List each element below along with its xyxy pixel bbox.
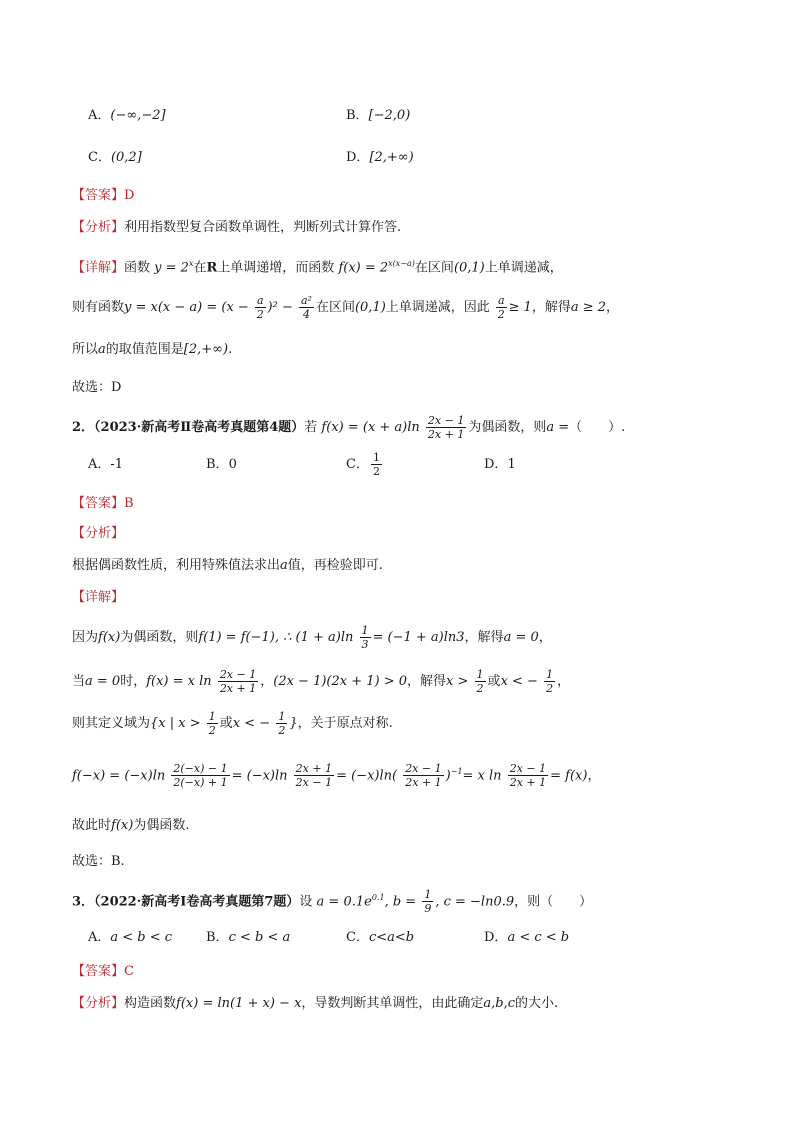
option-a: A．a < b < c (88, 930, 173, 945)
detail-line-1: 【详解】函数 $y = 2^x$在R上单调递增，而函数 $f(x) = 2^{x(x-a)}$在区间(0,1)上单调递减， (72, 259, 563, 276)
option-a: A．-1 (88, 457, 124, 472)
fraction: $\frac{1}{9}$ (424, 888, 432, 916)
analysis-line: 根据偶函数性质，利用特殊值法求出a值，再检验即可. (72, 558, 383, 573)
fraction: $\frac{2x - 1}{2x + 1}$ (405, 762, 442, 790)
fraction: $\frac{1}{2}$ (372, 451, 380, 478)
analysis-line: 【分析】构造函数f(x) = ln(1 + x) − x，导数判断其单调性，由此确定a,b,c的大小. (72, 996, 559, 1011)
fraction: $\frac{a}{2}$ (497, 294, 505, 321)
fraction: $\frac{1}{2}$ (208, 710, 216, 737)
question-3-stem: 3．（2022·新高考Ⅰ卷高考真题第7题）设 $a = 0.1e^{0.1}$, b = $\frac{1}{9}$ , c = −ln0.9，则（ ） (72, 888, 593, 916)
detail-tag: 【详解】 (72, 590, 125, 605)
detail-line-3: 所以a的取值范围是[2,+∞). (72, 342, 233, 357)
detail-line-5: 故此时f(x)为偶函数. (72, 818, 190, 833)
detail-line-2: 则有函数y = x(x − a) = (x − $\frac{a}{2}$ )² − $\frac{\text{a²}}{4}$ 在区间(0,1)上单调递减，因此 $\frac{a}{2}$ ≥ 1，解得a ≥ 2， (72, 294, 620, 321)
option-d: D．[2,+∞) (346, 150, 414, 165)
option-d: D．1 (484, 457, 516, 472)
option-b: B．[−2,0) (346, 108, 411, 123)
option-b: B．0 (206, 457, 237, 472)
analysis-tag: 【分析】 (72, 526, 125, 541)
option-a: A．(−∞,−2] (88, 108, 166, 123)
fraction: $\frac{2x - 1}{2x + 1}$ (219, 668, 257, 695)
detail-line-3: 则其定义域为{x | x > $\frac{1}{2}$ 或x < − $\frac{1}{2}$ }，关于原点对称. (72, 710, 393, 737)
option-c: C．c<a<b (346, 930, 415, 945)
fraction: $\frac{2(-x) - 1}{2(-x) + 1}$ (173, 762, 228, 790)
question-2-stem: 2．（2023·新高考Ⅱ卷高考真题第4题）若 f(x) = (x + a)ln $\frac{2x - 1}{2x + 1}$ 为偶函数，则a =（ ）. (72, 414, 626, 441)
analysis-line: 【分析】利用指数型复合函数单调性，判断列式计算作答. (72, 220, 402, 235)
answer-line: 【答案】B (72, 496, 134, 511)
detail-line-4: f(−x) = (−x)ln $\frac{2(-x) - 1}{2(-x) + 1}$ = (−x)ln $\frac{2x + 1}{2x - 1}$ = (−x)ln( $\frac{2x - 1}{2x + 1}$ )$^{-1}$= x ln $\frac{2x - 1}{2x + 1}$ = f(x)， (72, 762, 601, 790)
option-b: B．c < b < a (206, 930, 291, 945)
fraction: $\frac{2x - 1}{2x + 1}$ (427, 414, 465, 441)
choice-line: 故选：D (72, 380, 122, 395)
option-c: C． $\frac{1}{2}$ (346, 451, 380, 478)
fraction: $\frac{1}{2}$ (278, 710, 286, 737)
choice-line: 故选：B. (72, 854, 125, 869)
detail-line-1: 因为f(x)为偶函数，则f(1) = f(−1), ∴ (1 + a)ln $\frac{1}{3}$ = (−1 + a)ln3，解得a = 0， (72, 624, 552, 651)
fraction: $\frac{\text{a²}}{4}$ (300, 294, 312, 321)
answer-line: 【答案】D (72, 188, 135, 203)
fraction: $\frac{2x + 1}{2x - 1}$ (295, 762, 333, 790)
option-d: D．a < c < b (484, 930, 570, 945)
option-c: C．(0,2] (88, 150, 142, 165)
detail-line-2: 当a = 0时，f(x) = x ln $\frac{2x - 1}{2x + 1}$ ，(2x − 1)(2x + 1) > 0，解得x > $\frac{1}{2}$ 或x < − $\frac{1}{2}$ ， (72, 668, 571, 695)
fraction: $\frac{1}{2}$ (546, 668, 554, 695)
fraction: $\frac{1}{3}$ (361, 624, 369, 651)
fraction: $\frac{2x - 1}{2x + 1}$ (509, 762, 547, 790)
fraction: $\frac{a}{2}$ (256, 294, 264, 321)
answer-line: 【答案】C (72, 964, 134, 979)
fraction: $\frac{1}{2}$ (476, 668, 484, 695)
